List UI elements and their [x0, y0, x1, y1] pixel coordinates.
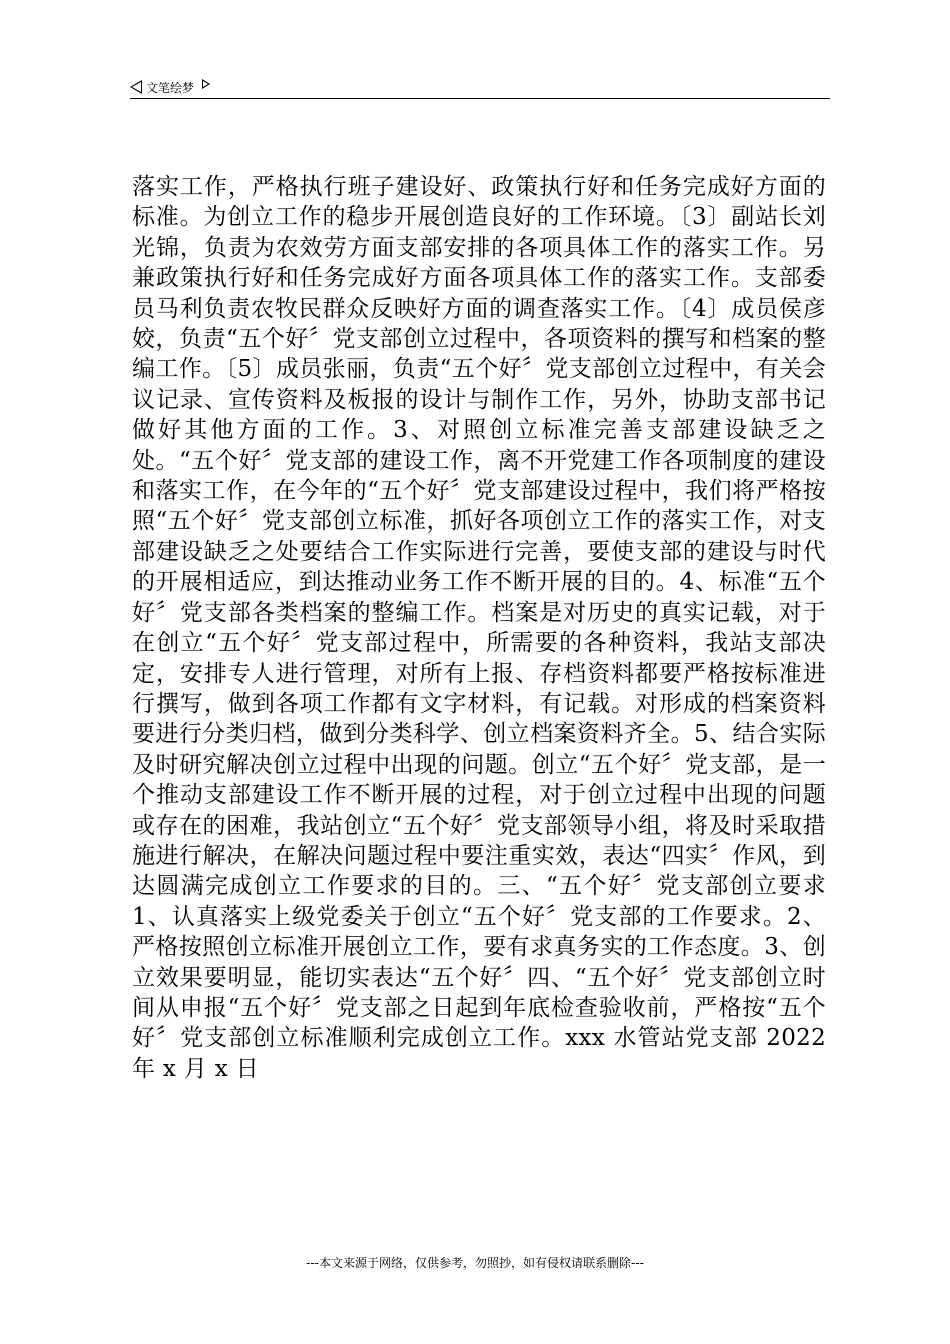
body-paragraph: 落实工作，严格执行班子建设好、政策执行好和任务完成好方面的标准。为创立工作的稳步开展创造良好的工作环境。〔3〕副站长刘光锦，负责为农效劳方面支部安排的各项具体工作的落实工作。另兼政策执行好和任务完成好方面各项具体工作的落实工作。支部委员马利负责农牧民群众反映好方面的调查落实工作。〔4〕成员侯彦姣，负责“五个好〞党支部创立过程中，各项资料的撰写和档案的整编工作。〔5〕成员张丽，负责“五个好〞党支部创立过程中，有关会议记录、宣传资料及板报的设计与制作工作，另外，协助支部书记做好其他方面的工作。3、对照创立标准完善支部建设缺乏之处。“五个好〞党支部的建设工作，离不开党建工作各项制度的建设和落实工作，在今年的“五个好〞党支部建设过程中，我们将严格按照“五个好〞党支部创立标准，抓好各项创立工作的落实工作，对支部建设缺乏之处要结合工作实际进行完善，要使支部的建设与时代的开展相适应，到达推动业务工作不断开展的目的。4、标准“五个好〞党支部各类档案的整编工作。档案是对历史的真实记载，对于在创立“五个好〞党支部过程中，所需要的各种资料，我站支部决定，安排专人进行管理，对所有上报、存档资料都要严格按标准进行撰写，做到各项工作都有文字材料，有记载。对形成的档案资料要进行分类归档，做到分类科学、创立档案资料齐全。5、结合实际及时研究解决创立过程中出现的问题。创立“五个好〞党支部，是一个推动支部建设工作不断开展的过程，对于创立过程中出现的问题或存在的困难，我站创立“五个好〞党支部领导小组，将及时采取措施进行解决，在解决问题过程中要注重实效，表达“四实〞作风，到达圆满完成创立工作要求的目的。三、“五个好〞党支部创立要求 1、认真落实上级党委关于创立“五个好〞党支部的工作要求。2、严格按照创立标准开展创立工作，要有求真务实的工作态度。3、创立效果要明显，能切实表达“五个好〞四、“五个好〞党支部创立时间从申报“五个好〞党支部之日起到年底检查验收前，严格按“五个好〞党支部创立标准顺利完成创立工作。xxx 水管站党支部 2022 年 x 月 x 日	[132, 174, 826, 1082]
footer-disclaimer: ---本文来源于网络，仅供参考，勿照抄，如有侵权请联系删除---	[306, 1256, 644, 1270]
site-name: 文笔绘梦	[146, 80, 195, 95]
triangle-right-icon	[202, 79, 210, 89]
page-header	[130, 76, 210, 98]
header-divider	[130, 98, 830, 99]
triangle-left-icon	[130, 80, 142, 94]
document-body	[132, 172, 826, 1084]
